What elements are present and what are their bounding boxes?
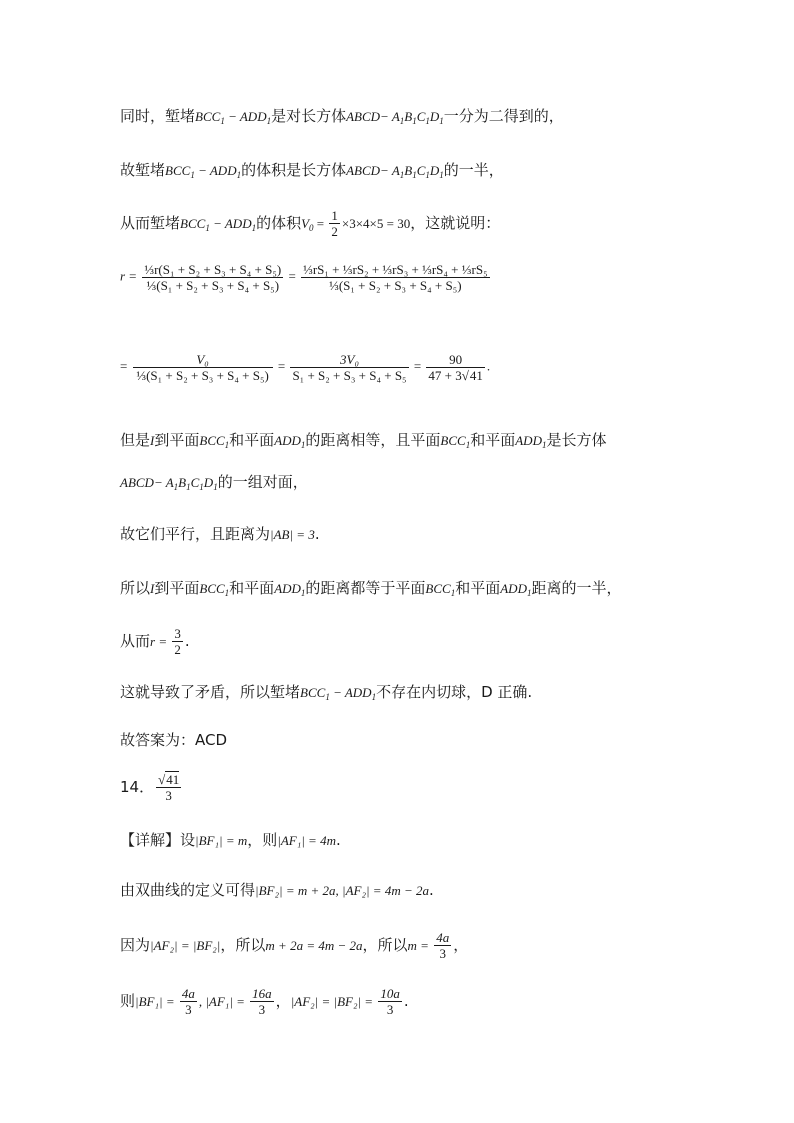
line-11: [120, 772, 183, 803]
text: 故它们平行，且距离为: [120, 525, 271, 543]
text: 的距离相等，且平面: [305, 431, 441, 449]
fraction: $\frac{\text{⅓r(S₁ + S₂ + S₃ + S₄ + S₅)}}{\text{⅓(S₁ + S₂ + S₃ + S₄ + S₅)}}$: [144, 262, 282, 293]
text: 的一半，: [443, 161, 504, 179]
math-bcc1: $BCC_1 - ADD_1$: [180, 216, 257, 233]
period: .: [314, 525, 320, 543]
period: .: [403, 992, 409, 1010]
math-eq: =: [285, 268, 300, 284]
fraction: $\frac{\text{⅓rS₁ + ⅓rS₂ + ⅓rS₃ + ⅓rS₄ + ⅓rS₅}}{\text{⅓(S₁ + S₂ + S₃ + S₄ + S₅)}}$: [303, 262, 488, 293]
line-10: [120, 730, 227, 750]
math-bcc1: $BCC_1 - ADD_1$: [300, 685, 377, 702]
text: 是长方体: [546, 431, 607, 449]
math-ab: |AB| = 3: [270, 527, 315, 542]
text: ，则: [247, 831, 278, 849]
line-6: [120, 524, 320, 545]
text: 的距离都等于平面: [305, 579, 426, 597]
math-bcc1: $BCC_1 - ADD_1$: [195, 109, 272, 126]
line-5: [120, 472, 308, 493]
fraction: $\frac{1}{2}$: [331, 208, 338, 239]
math: |BF₁| =: [135, 994, 178, 1009]
math: |AF₂| = |BF₂|: [150, 938, 221, 953]
fraction: $\frac{\text{V₀}}{\text{⅓(S₁ + S₂ + S₃ + S₄ + S₅)}}$: [133, 352, 273, 383]
math-bcc1: $BCC_1 - ADD_1$: [165, 163, 242, 180]
text: ，所以: [220, 936, 266, 954]
text: 故堑堵: [120, 161, 166, 179]
math-bcc1: $BCC_1$: [199, 433, 230, 450]
text: 和平面: [229, 579, 275, 597]
equation-2: [120, 352, 490, 383]
fraction: $\frac{4a}{3}$: [181, 986, 195, 1017]
period: .: [428, 881, 434, 899]
line-15: [120, 986, 409, 1017]
period: .: [184, 632, 190, 650]
math-add1: $ADD_1$: [515, 433, 547, 450]
line-1: [120, 106, 564, 127]
math: |AF₁| = 4m: [277, 833, 336, 848]
text: 同时，堑堵: [120, 107, 196, 125]
line-4: [120, 430, 606, 451]
text: 的体积是长方体: [241, 161, 347, 179]
text: 因为: [120, 936, 151, 954]
math-add1: $ADD_1$: [274, 581, 306, 598]
math: m + 2a = 4m − 2a: [265, 938, 363, 953]
math-bcc1: $BCC_1$: [425, 581, 456, 598]
fraction: $\frac{\text{3V₀}}{\text{S₁ + S₂ + S₃ + S₄ + S₅}}$: [292, 352, 407, 383]
text: 的一组对面，: [217, 473, 308, 491]
line-13: [120, 880, 434, 901]
math-i: I: [150, 433, 155, 448]
math-eq: =: [274, 358, 289, 374]
text: 所以: [120, 579, 151, 597]
period: .: [335, 831, 341, 849]
math-product: ×3×4×5 = 30: [341, 216, 411, 231]
text: ，这就说明：: [410, 214, 501, 232]
text: 不存在内切球，D 正确.: [376, 683, 533, 701]
math-eq: =: [410, 358, 425, 374]
math-i: I: [150, 581, 155, 596]
math-box: ABCD− $A_1B_1C_1D_1$: [120, 475, 218, 492]
equation-1: [120, 262, 492, 293]
line-7: [120, 578, 621, 599]
line-14: [120, 930, 468, 961]
fraction: $\frac{4a}{3}$: [436, 930, 450, 961]
text: ，: [275, 992, 291, 1010]
text: ，: [453, 936, 469, 954]
line-9: [120, 682, 532, 703]
text: 但是: [120, 431, 151, 449]
text: 和平面: [455, 579, 501, 597]
text: 和平面: [229, 431, 275, 449]
text: 是对长方体: [271, 107, 347, 125]
math-add1: $ADD_1$: [500, 581, 532, 598]
fraction: $\frac{16a}{3}$: [252, 986, 272, 1017]
fraction: $\frac{3}{2}$: [174, 626, 181, 657]
math-r: r =: [120, 268, 141, 284]
math: |BF₂| = m + 2a, |AF₂| = 4m − 2a: [255, 883, 429, 898]
text: 由双曲线的定义可得: [120, 881, 256, 899]
math-eq: =: [120, 358, 131, 374]
fraction: $\frac{90}{47 + 3√41}$: [428, 352, 483, 383]
math-r: r =: [150, 634, 171, 649]
answer-text: 故答案为：ACD: [120, 731, 228, 749]
text: 【详解】设: [120, 831, 196, 849]
text: 则: [120, 992, 136, 1010]
text: ，所以: [362, 936, 408, 954]
text: 从而堑堵: [120, 214, 181, 232]
text: 距离的一半，: [531, 579, 622, 597]
math-bcc1: $BCC_1$: [199, 581, 230, 598]
math-box: ABCD− $A_1B_1C_1D_1$: [346, 163, 444, 180]
line-8: [120, 626, 190, 657]
math: |BF₁| = m: [195, 833, 248, 848]
math-add1: $ADD_1$: [274, 433, 306, 450]
text: 一分为二得到的，: [443, 107, 564, 125]
text: 从而: [120, 632, 151, 650]
line-3: [120, 208, 500, 239]
text: 和平面: [470, 431, 516, 449]
line-12: [120, 830, 341, 851]
period: .: [486, 358, 491, 374]
math-v0: $V_0$: [301, 216, 314, 233]
fraction: $\frac{10a}{3}$: [380, 986, 400, 1017]
text: 到平面: [154, 431, 200, 449]
math-box: ABCD− $A_1B_1C_1D_1$: [346, 109, 444, 126]
math: |AF₂| = |BF₂| =: [290, 994, 377, 1009]
text: 这就导致了矛盾，所以堑堵: [120, 683, 301, 701]
math-bcc1: $BCC_1$: [440, 433, 471, 450]
fraction: $\frac{√41}{3}$: [158, 772, 180, 803]
line-2: [120, 160, 504, 181]
math-eq: =: [313, 216, 328, 231]
text: 的体积: [256, 214, 302, 232]
math: , |AF₁| =: [198, 994, 249, 1009]
text: 到平面: [154, 579, 200, 597]
math: m =: [407, 938, 433, 953]
question-number: 14．: [120, 778, 155, 796]
